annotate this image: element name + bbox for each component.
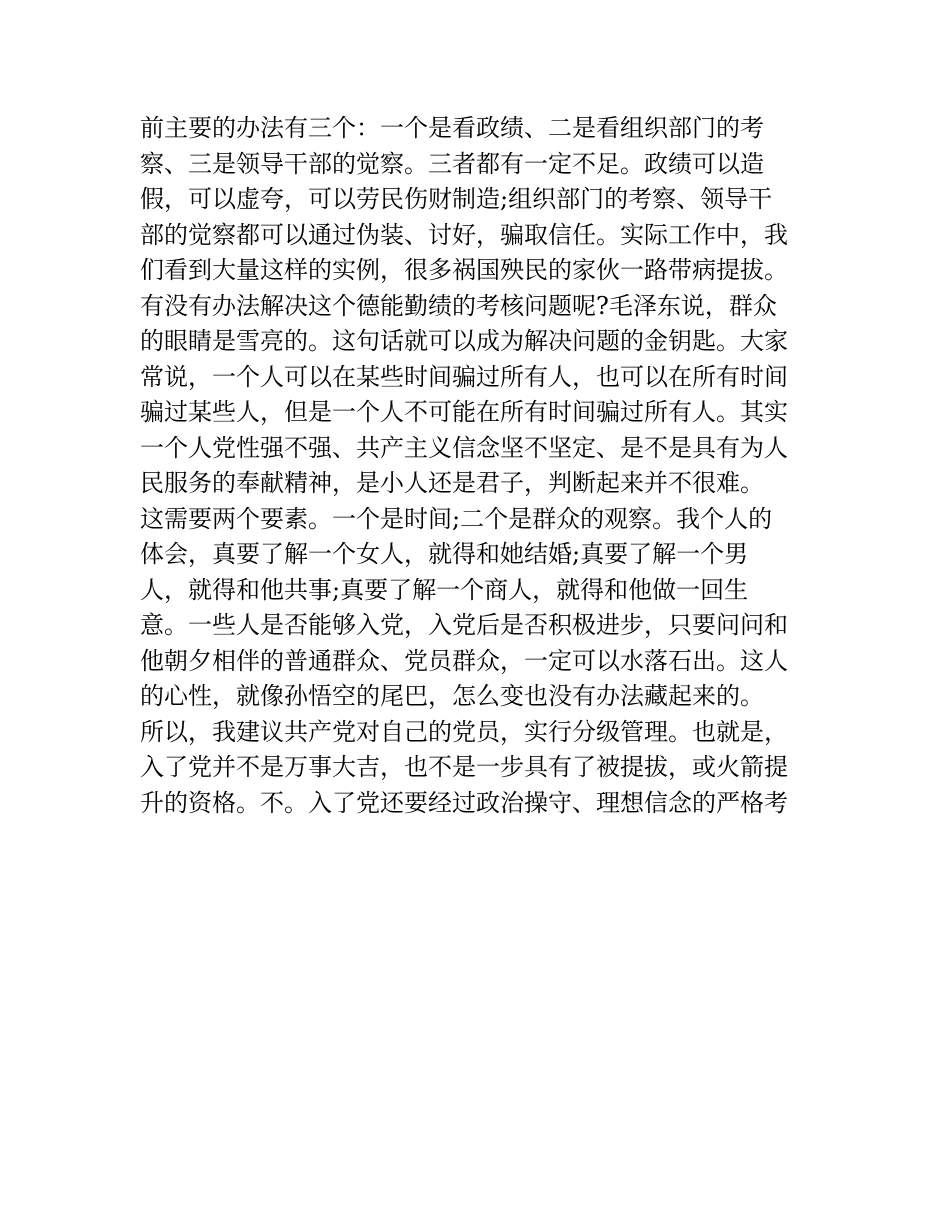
- text-line: 入了党并不是万事大吉，也不是一步具有了被提拔，或火箭提: [140, 753, 788, 781]
- text-line: 有没有办法解决这个德能勤绩的考核问题呢?毛泽东说，群众: [140, 291, 777, 320]
- text-line: 升的资格。不。入了党还要经过政治操守、理想信念的严格考: [140, 788, 788, 817]
- text-line: 的眼睛是雪亮的。这句话就可以成为解决问题的金钥匙。大家: [140, 327, 788, 355]
- text-line: 部的觉察都可以通过伪装、讨好，骗取信任。实际工作中，我: [140, 220, 788, 249]
- text-line: 前主要的办法有三个：一个是看政绩、二是看组织部门的考: [140, 114, 764, 142]
- body-text: [140, 111, 820, 821]
- text-line: 们看到大量这样的实例，很多祸国殃民的家伙一路带病提拔。: [140, 256, 788, 284]
- text-line: 体会，真要了解一个女人，就得和她结婚;真要了解一个男: [140, 540, 749, 568]
- text-line: 假，可以虚夸，可以劳民伤财制造;组织部门的考察、领导干: [140, 185, 773, 213]
- text-line: 人，就得和他共事;真要了解一个商人，就得和他做一回生: [140, 575, 749, 604]
- text-line: 民服务的奉献精神，是小人还是君子，判断起来并不很难。: [140, 469, 764, 497]
- text-line: 察、三是领导干部的觉察。三者都有一定不足。政绩可以造: [140, 149, 764, 178]
- text-line: 他朝夕相伴的普通群众、党员群众，一定可以水落石出。这人: [140, 646, 788, 675]
- text-line: 所以，我建议共产党对自己的党员，实行分级管理。也就是，: [140, 717, 788, 746]
- text-line: 常说，一个人可以在某些时间骗过所有人，也可以在所有时间: [140, 362, 788, 391]
- text-line: 骗过某些人，但是一个人不可能在所有时间骗过所有人。其实: [140, 398, 788, 426]
- text-line: 意。一些人是否能够入党，入党后是否积极进步，只要问问和: [140, 611, 788, 639]
- text-line: 这需要两个要素。一个是时间;二个是群众的观察。我个人的: [140, 504, 773, 533]
- text-line: 的心性，就像孙悟空的尾巴，怎么变也没有办法藏起来的。: [140, 682, 764, 710]
- text-line: 一个人党性强不强、共产主义信念坚不坚定、是不是具有为人: [140, 433, 788, 462]
